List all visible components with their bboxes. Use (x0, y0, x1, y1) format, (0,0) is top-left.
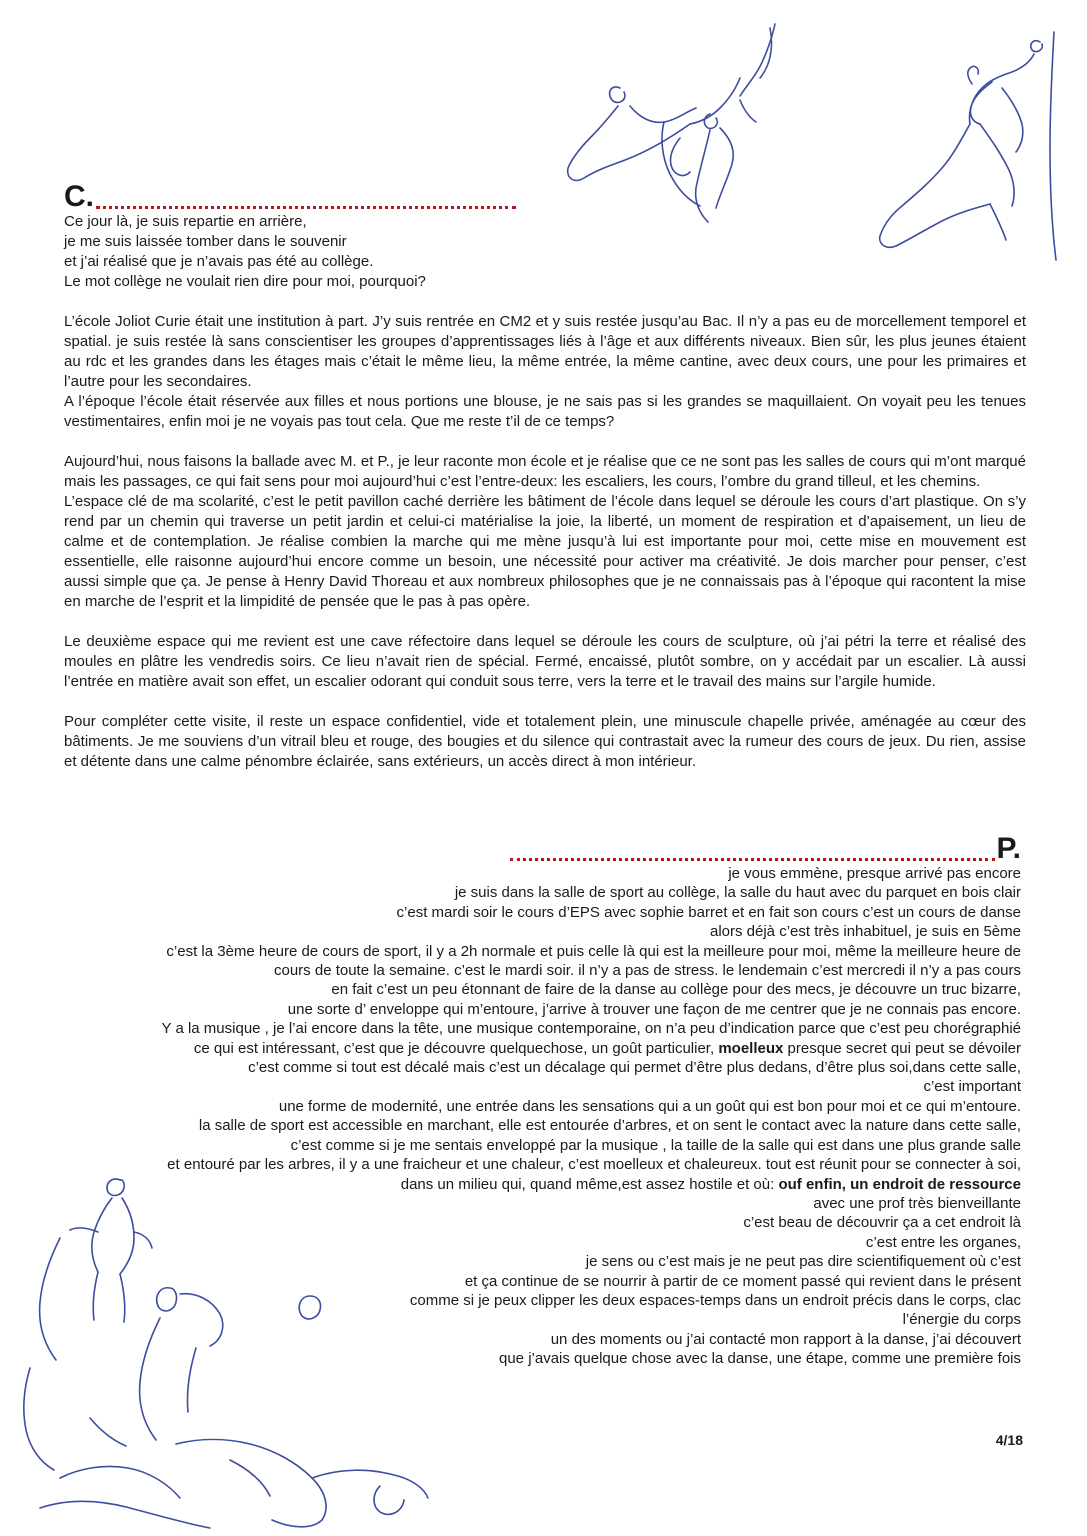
paragraph-text: L’espace clé de ma scolarité, c’est le petit pavillon caché derrière les bâtiment de l’école dans lequel se déroule les cours d’art plastique. On s’y rend par un chemin qui traverse un petit jardin et celui-ci matérialise la joie, la liberté, un moment de respiration et d’apaisement, un lieu de calme et de contemplation. Je réalise combien la marche qui me mène jusqu’à lui est importante pour moi, cette mise en mouvement est essentielle, elle raisonne aujourd’hui encore comme un besoin, une nécessité pour activer ma créativité. Je dois marcher pour penser, c’est aussi simple que ça. Je pense à Henry David Thoreau et aux nombreux philosophes que je ne connaissais pas à l’époque qui racontent la mise en marche de l’esprit et la limpidité de pensée que le pas à pas opère. (64, 493, 1026, 610)
paragraph-chapelle (64, 712, 1026, 772)
text-segment: presque secret qui peut se dévoiler (787, 1039, 1021, 1057)
text-line: c’est comme si je me sentais enveloppé par la musique , la taille de la salle qui est dans une plus grande salle (290, 1136, 1021, 1154)
text-line (64, 1039, 1021, 1058)
text-line: je vous emmène, presque arrivé pas encore (728, 865, 1021, 882)
paragraph-text: L’école Joliot Curie était une institution à part. J’y suis rentrée en CM2 et y suis restée jusqu’au Bac. Il n’y a pas eu de morcellement temporel et spatial. je suis restée là sans conscientiser les groupes d’apprentissages liés à l’âge et aux différents niveaux. Bien sûr, les plus jeunes étaient au rdc et les grandes dans les étages mais c’était le même lieu, la même entrée, la même cantine, avec deux cours, une pour les primaires et l’autre pour les secondaires. (64, 313, 1026, 390)
bold-phrase: ouf enfin, un endroit de ressource (778, 1175, 1021, 1193)
text-line: c’est entre les organes, (865, 1233, 1021, 1251)
text-line: en fait c’est un peu étonnant de faire de la danse au collège pour des mecs, je découvre un truc bizarre, (331, 981, 1021, 999)
paragraph-text: Aujourd’hui, nous faisons la ballade avec M. et P., je leur raconte mon école et je réalise que ce ne sont pas les salles de cours qui m’ont marqué mais les passages, ce qui fait sens pour moi aujourd’hui c’est l’entre-deux: les escaliers, les cours, l’ombre du grand tilleul, et les chemins. (64, 453, 1026, 490)
text-line: et ça continue de se nourrir à partir de ce moment passé qui revient dans le présent (464, 1272, 1021, 1290)
paragraph-text: Le deuxième espace qui me revient est une cave réfectoire dans lequel se déroule les cours de sculpture, où j’ai pétri la terre et réalisé des moules en plâtre les vendredis soirs. Ce lieu n’avait rien de spécial. Fermé, encaissé, plutôt sombre, on y accédait par un escalier. Là aussi l’entrée en matière avait son effet, un escalier odorant qui conduit sous terre, vers la terre et le travail des mains sur l’argile humide. (64, 633, 1026, 690)
intro-line: Le mot collège ne voulait rien dire pour moi, pourquoi? (64, 273, 426, 290)
bold-word: moelleux (718, 1039, 784, 1057)
red-dotted-rule (510, 858, 995, 861)
text-line: un des moments ou j’ai contacté mon rapport à la danse, j’ai découvert (550, 1330, 1021, 1348)
red-dotted-rule (96, 206, 516, 209)
text-line: comme si je peux clipper les deux espaces-temps dans un endroit précis dans le corps, clac (409, 1291, 1021, 1309)
section-p-letter: P. (996, 832, 1021, 865)
section-c-text (64, 212, 1026, 772)
text-segment: ce qui est intéressant, c’est que je découvre quelquechose, un goût particulier, (193, 1039, 715, 1057)
intro-line: et j’ai réalisé que je n’avais pas été au collège. (64, 253, 374, 270)
text-line: une forme de modernité, une entrée dans les sensations qui a un goût qui est bon pour moi et ce qui m’entoure. (278, 1097, 1021, 1115)
text-line (64, 1175, 1021, 1194)
paragraph-text: Pour compléter cette visite, il reste un espace confidentiel, vide et totalement plein, une minuscule chapelle privée, aménagée au cœur des bâtiments. Je me souviens d’un vitrail bleu et rouge, des bougies et du silence qui contrastait avec la rumeur des cours de jeux. Du rien, assise et détente dans une calme pénombre éclairée, sans extérieurs, un accès direct à mon intérieur. (64, 713, 1026, 770)
paragraph-ecole (64, 312, 1026, 432)
text-line: cours de toute la semaine. c’est le mardi soir. il n’y a pas de stress. le lendemain c’est mercredi il n’y a pas cours (274, 962, 1021, 980)
text-line: une sorte d’ enveloppe qui m’entoure, j’arrive à trouver une façon de me centrer que je ne connais pas encore. (287, 1000, 1021, 1018)
intro-line: Ce jour là, je suis repartie en arrière, (64, 213, 307, 230)
section-p (64, 830, 1021, 1369)
text-line: je suis dans la salle de sport au collège, la salle du haut avec du parquet en bois clair (454, 884, 1021, 902)
text-line: que j’avais quelque chose avec la danse, une étape, comme une première fois (499, 1350, 1021, 1368)
text-line: c’est mardi soir le cours d’EPS avec sophie barret et en fait son cours c’est un cours de danse (396, 903, 1021, 921)
paragraph-ballade (64, 452, 1026, 612)
text-line: Y a la musique , je l’ai encore dans la tête, une musique contemporaine, on n’a peu d’indication parce que c’est peu chorégraphié (161, 1020, 1021, 1038)
text-line: et entouré par les arbres, il y a une fraicheur et une chaleur, c’est moelleux et chaleureux. tout est réunit pour se connecter à soi, (167, 1156, 1021, 1174)
text-line: c’est la 3ème heure de cours de sport, il y a 2h normale et puis celle là qui est la meilleure pour moi, même la meilleure heure de (166, 942, 1021, 960)
intro-line: je me suis laissée tomber dans le souvenir (64, 233, 347, 250)
page-number: 4/18 (995, 1432, 1023, 1448)
paragraph-text: A l’époque l’école était réservée aux filles et nous portions une blouse, je ne sais pas si les grandes se maquillaient. On voyait peu les tenues vestimentaires, enfin moi je ne voyais pas tout cela. Que me reste t’il de ce temps? (64, 393, 1026, 430)
text-line: avec une prof très bienveillante (813, 1194, 1021, 1212)
section-p-heading (64, 830, 1021, 864)
section-p-lines (64, 864, 1021, 1369)
text-line: c’est important (923, 1078, 1021, 1096)
section-c-letter: C. (64, 180, 94, 213)
paragraph-cave (64, 632, 1026, 692)
text-line: c’est beau de découvrir ça a cet endroit là (743, 1214, 1021, 1232)
text-line: c’est comme si tout est décalé mais c’est un décalage qui permet d’être plus dedans, d’être plus soi,dans cette salle, (248, 1059, 1021, 1077)
text-line: je sens ou c’est mais je ne peut pas dire scientifiquement où c’est (585, 1253, 1021, 1271)
section-c (64, 178, 1026, 792)
intro-stanza (64, 212, 1026, 292)
section-c-heading (64, 178, 1026, 212)
text-line: alors déjà c’est très inhabituel, je suis en 5ème (709, 923, 1021, 941)
text-line: l’énergie du corps (902, 1311, 1021, 1329)
text-line: la salle de sport est accessible en marchant, elle est entourée d’arbres, et on sent le contact avec la nature dans cette salle, (198, 1117, 1021, 1135)
text-segment: dans un milieu qui, quand même,est assez hostile et où: (400, 1175, 775, 1193)
